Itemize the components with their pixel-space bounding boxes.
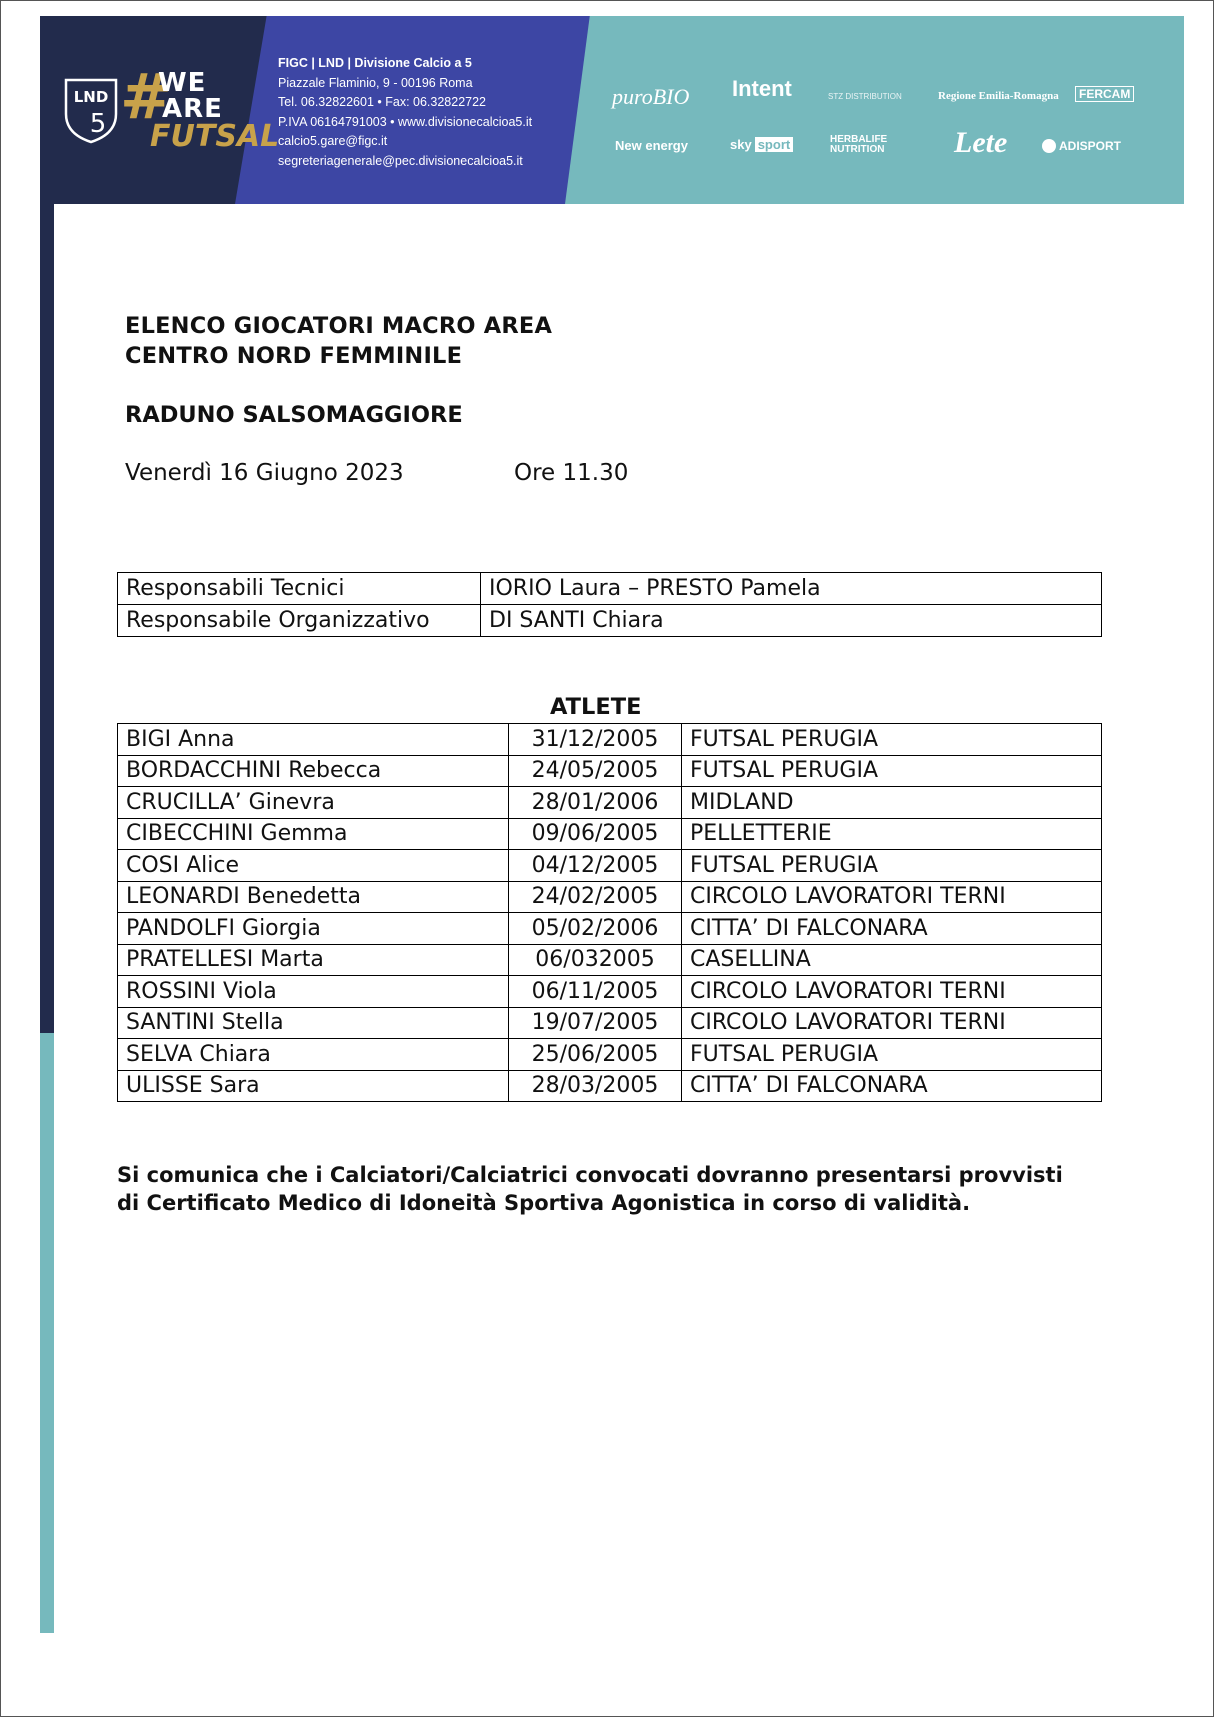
we-are-futsal-line3: FUTSAL	[150, 119, 280, 154]
athlete-dob: 24/05/2005	[509, 755, 682, 787]
athlete-name: BORDACCHINI Rebecca	[118, 755, 509, 787]
athlete-dob: 06/11/2005	[509, 976, 682, 1008]
staff-table	[117, 572, 1102, 637]
banner-teal-section	[565, 16, 1184, 204]
athlete-name: PRATELLESI Marta	[118, 944, 509, 976]
lnd-logo-text: LND	[73, 88, 109, 106]
sponsor-sky-text: sky	[730, 137, 752, 152]
athlete-dob: 25/06/2005	[509, 1039, 682, 1071]
staff-role: Responsabile Organizzativo	[118, 605, 481, 637]
sponsor-sky-box: sport	[755, 137, 794, 152]
contact-line-email: calcio5.gare@figc.it	[278, 134, 388, 148]
athlete-dob: 04/12/2005	[509, 850, 682, 882]
table-row	[118, 724, 1102, 756]
athlete-dob: 19/07/2005	[509, 1007, 682, 1039]
document-title	[125, 311, 552, 371]
lnd-logo	[62, 74, 120, 144]
medical-certificate-notice: Si comunica che i Calciatori/Calciatrici convocati dovranno presentarsi provvisti di Certificato Medico di Idoneità Sportiva Agonistica in corso di validità.	[117, 1163, 1063, 1215]
athlete-name: ULISSE Sara	[118, 1070, 509, 1102]
athlete-name: CRUCILLA’ Ginevra	[118, 787, 509, 819]
lnd-logo-number: 5	[89, 109, 107, 139]
sponsor-purobio: puroBIO	[612, 84, 690, 109]
event-time: Ore 11.30	[514, 460, 629, 486]
table-row	[118, 913, 1102, 945]
athlete-club: CITTA’ DI FALCONARA	[682, 1070, 1102, 1102]
contact-line-org: FIGC | LND | Divisione Calcio a 5	[278, 56, 472, 70]
table-row	[118, 755, 1102, 787]
sponsor-fercam: FERCAM	[1075, 86, 1134, 102]
table-row	[118, 881, 1102, 913]
table-row	[118, 944, 1102, 976]
athlete-club: CIRCOLO LAVORATORI TERNI	[682, 976, 1102, 1008]
sponsor-herbalife-line1: HERBALIFE	[830, 134, 888, 145]
athletes-heading: ATLETE	[550, 694, 642, 720]
athlete-name: COSI Alice	[118, 850, 509, 882]
event-date: Venerdì 16 Giugno 2023	[125, 460, 404, 486]
we-are-futsal-logo	[120, 60, 280, 174]
staff-row	[118, 605, 1102, 637]
athlete-club: FUTSAL PERUGIA	[682, 724, 1102, 756]
athlete-name: CIBECCHINI Gemma	[118, 818, 509, 850]
sponsor-adisport-text: ADISPORT	[1059, 139, 1122, 153]
sponsor-stz: STZ DISTRIBUTION	[828, 92, 902, 101]
athlete-dob: 06/032005	[509, 944, 682, 976]
athlete-name: SANTINI Stella	[118, 1007, 509, 1039]
athlete-dob: 31/12/2005	[509, 724, 682, 756]
sponsor-intent: Intent	[732, 76, 792, 101]
staff-row	[118, 573, 1102, 605]
title-line-2: CENTRO NORD FEMMINILE	[125, 343, 463, 369]
staff-role: Responsabili Tecnici	[118, 573, 481, 605]
sponsor-adisport	[1042, 139, 1121, 153]
we-are-futsal-hash: #	[120, 60, 172, 133]
athlete-club: PELLETTERIE	[682, 818, 1102, 850]
table-row	[118, 1039, 1102, 1071]
table-row	[118, 787, 1102, 819]
table-row	[118, 1007, 1102, 1039]
athlete-club: CIRCOLO LAVORATORI TERNI	[682, 881, 1102, 913]
table-row	[118, 818, 1102, 850]
athlete-dob: 28/01/2006	[509, 787, 682, 819]
we-are-futsal-line2: ARE	[162, 94, 223, 124]
athlete-club: CITTA’ DI FALCONARA	[682, 913, 1102, 945]
sponsor-herbalife	[830, 135, 887, 155]
table-row	[118, 976, 1102, 1008]
table-row	[118, 850, 1102, 882]
athlete-dob: 05/02/2006	[509, 913, 682, 945]
athlete-name: BIGI Anna	[118, 724, 509, 756]
staff-names: DI SANTI Chiara	[481, 605, 1102, 637]
we-are-futsal-line1: WE	[158, 68, 207, 98]
contact-line-phone: Tel. 06.32822601 • Fax: 06.32822722	[278, 95, 487, 109]
staff-names: IORIO Laura – PRESTO Pamela	[481, 573, 1102, 605]
athlete-club: FUTSAL PERUGIA	[682, 755, 1102, 787]
letterhead-banner	[40, 16, 1184, 204]
sponsor-lete: Lete	[954, 126, 1008, 159]
athlete-dob: 24/02/2005	[509, 881, 682, 913]
athlete-club: CASELLINA	[682, 944, 1102, 976]
contact-line-address: Piazzale Flaminio, 9 - 00196 Roma	[278, 75, 473, 90]
athlete-dob: 28/03/2005	[509, 1070, 682, 1102]
sponsor-regione: Regione Emilia-Romagna	[938, 90, 1059, 102]
sponsor-herbalife-line2: NUTRITION	[830, 144, 885, 155]
athlete-club: FUTSAL PERUGIA	[682, 850, 1102, 882]
athlete-name: SELVA Chiara	[118, 1039, 509, 1071]
athlete-club: CIRCOLO LAVORATORI TERNI	[682, 1007, 1102, 1039]
athlete-name: PANDOLFI Giorgia	[118, 913, 509, 945]
sponsor-newenergy: New energy	[615, 138, 688, 153]
left-accent-bar-teal	[40, 1033, 54, 1633]
contact-info	[278, 54, 578, 171]
table-row	[118, 1070, 1102, 1102]
athlete-name: LEONARDI Benedetta	[118, 881, 509, 913]
document-subtitle: RADUNO SALSOMAGGIORE	[125, 402, 463, 428]
athletes-table	[117, 723, 1102, 1102]
sponsor-sky-sport	[730, 137, 793, 152]
adisport-logo-icon	[1042, 139, 1056, 153]
athlete-dob: 09/06/2005	[509, 818, 682, 850]
athlete-name: ROSSINI Viola	[118, 976, 509, 1008]
contact-line-pec: segreteriagenerale@pec.divisionecalcioa5.it	[278, 153, 523, 168]
title-line-1: ELENCO GIOCATORI MACRO AREA	[125, 313, 553, 339]
contact-line-vat-web: P.IVA 06164791003 • www.divisionecalcioa5.it	[278, 114, 533, 129]
athlete-club: FUTSAL PERUGIA	[682, 1039, 1102, 1071]
athlete-club: MIDLAND	[682, 787, 1102, 819]
